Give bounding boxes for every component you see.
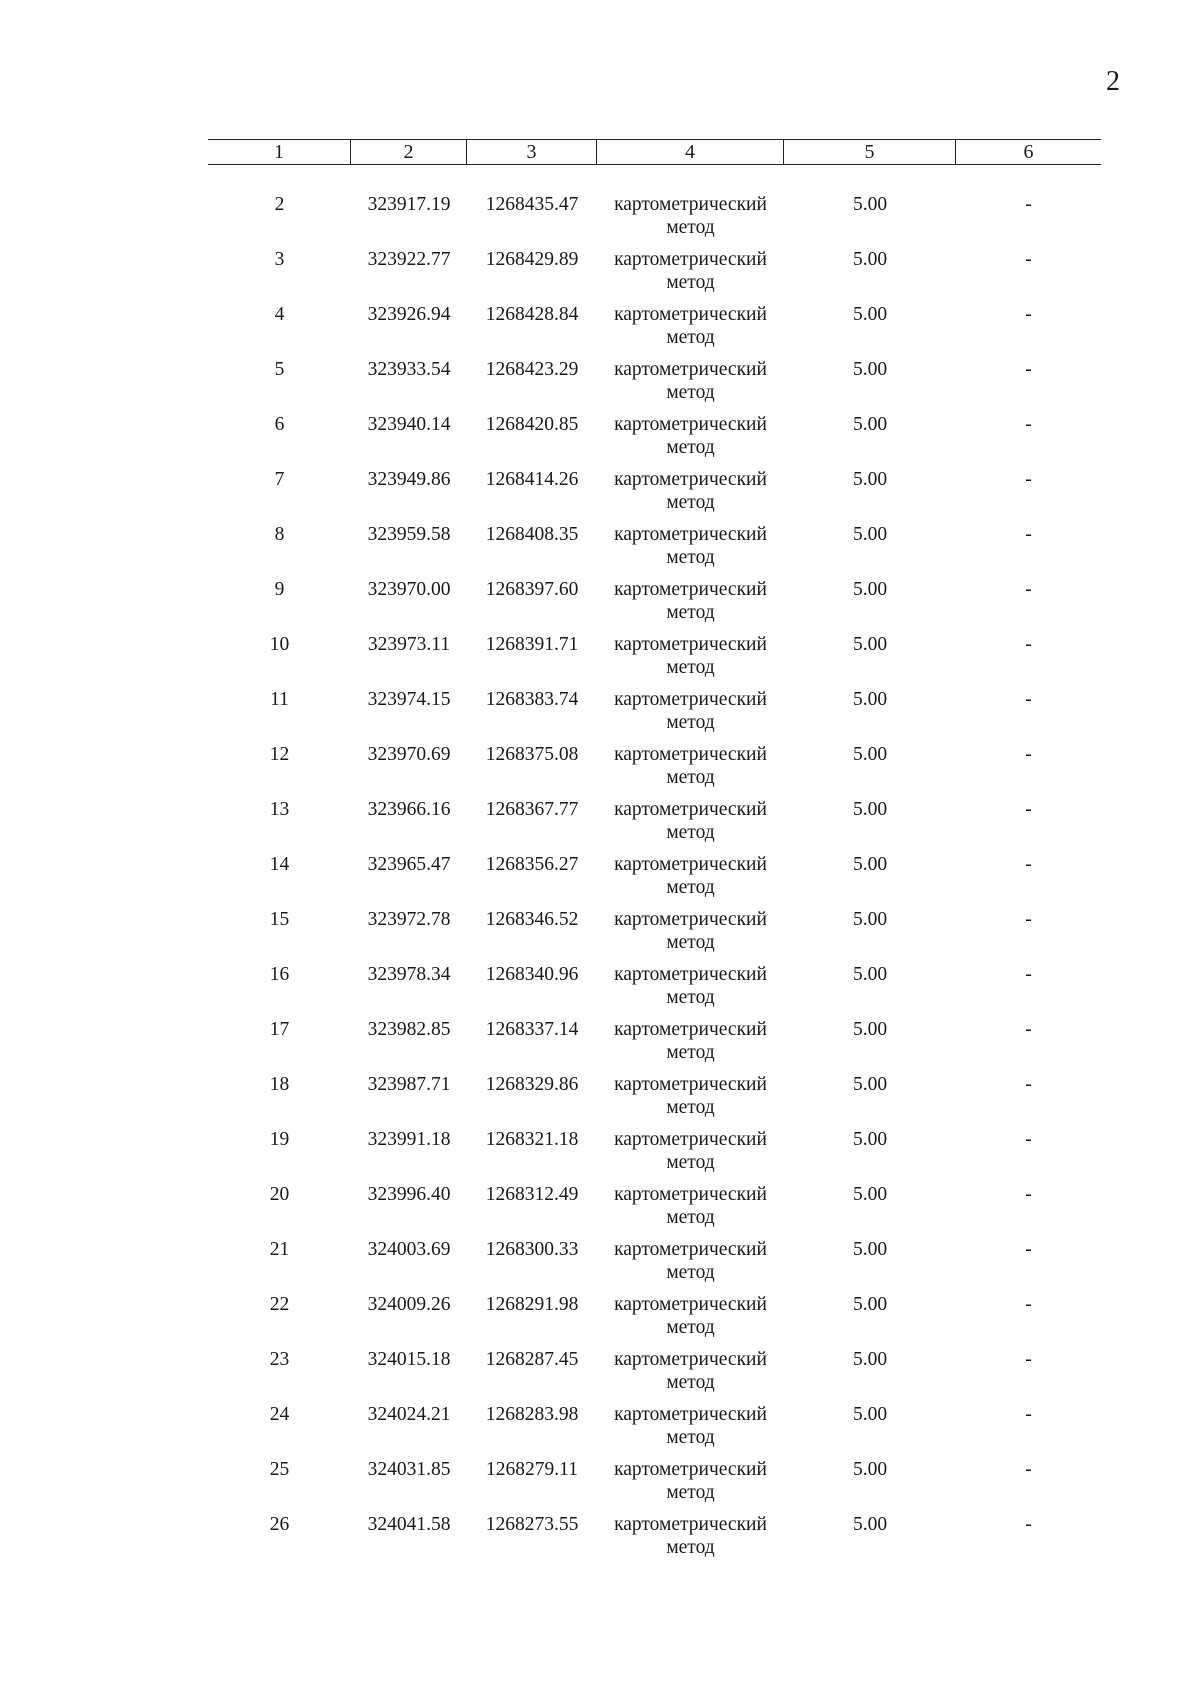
note-cell: - xyxy=(1025,634,1032,655)
table-row xyxy=(208,358,1101,413)
table-row xyxy=(208,963,1101,1018)
x-coordinate-cell: 323949.86 xyxy=(367,469,451,490)
note-cell: - xyxy=(1025,1074,1032,1095)
accuracy-cell: 5.00 xyxy=(852,964,888,985)
table-body xyxy=(208,193,1101,1568)
method-line-2: метод xyxy=(666,712,715,733)
accuracy-cell: 5.00 xyxy=(852,1404,888,1425)
method-line-1: картометрический xyxy=(614,1404,767,1425)
x-coordinate-cell: 323974.15 xyxy=(367,689,451,710)
method-line-2: метод xyxy=(666,657,715,678)
accuracy-cell: 5.00 xyxy=(852,854,888,875)
accuracy-cell: 5.00 xyxy=(852,689,888,710)
point-number-cell: 4 xyxy=(274,304,285,325)
method-cell xyxy=(597,358,784,413)
table-row xyxy=(208,1018,1101,1073)
method-line-2: метод xyxy=(666,1097,715,1118)
y-coordinate-cell: 1268321.18 xyxy=(485,1129,579,1150)
method-line-2: метод xyxy=(666,767,715,788)
point-number-cell: 19 xyxy=(269,1129,290,1150)
table-row xyxy=(208,413,1101,468)
table-row xyxy=(208,798,1101,853)
method-line-1: картометрический xyxy=(614,854,767,875)
x-coordinate-cell: 323922.77 xyxy=(367,249,451,270)
method-line-2: метод xyxy=(666,602,715,623)
point-number-cell: 15 xyxy=(269,909,290,930)
y-coordinate-cell: 1268428.84 xyxy=(485,304,579,325)
x-coordinate-cell: 323970.69 xyxy=(367,744,451,765)
method-cell xyxy=(597,193,784,248)
method-line-1: картометрический xyxy=(614,579,767,600)
accuracy-cell: 5.00 xyxy=(852,359,888,380)
method-line-1: картометрический xyxy=(614,744,767,765)
y-coordinate-cell: 1268423.29 xyxy=(485,359,579,380)
note-cell: - xyxy=(1025,744,1032,765)
method-line-1: картометрический xyxy=(614,1239,767,1260)
x-coordinate-cell: 323917.19 xyxy=(367,194,451,215)
y-coordinate-cell: 1268287.45 xyxy=(485,1349,579,1370)
method-cell xyxy=(597,908,784,963)
accuracy-cell: 5.00 xyxy=(852,304,888,325)
y-coordinate-cell: 1268375.08 xyxy=(485,744,579,765)
y-coordinate-cell: 1268420.85 xyxy=(485,414,579,435)
table-row xyxy=(208,688,1101,743)
x-coordinate-cell: 323970.00 xyxy=(367,579,451,600)
table-row xyxy=(208,908,1101,963)
point-number-cell: 24 xyxy=(269,1404,290,1425)
table-row xyxy=(208,1348,1101,1403)
table-row xyxy=(208,523,1101,578)
y-coordinate-cell: 1268429.89 xyxy=(485,249,579,270)
method-cell xyxy=(597,1183,784,1238)
accuracy-cell: 5.00 xyxy=(852,1514,888,1535)
point-number-cell: 22 xyxy=(269,1294,290,1315)
accuracy-cell: 5.00 xyxy=(852,249,888,270)
note-cell: - xyxy=(1025,854,1032,875)
method-line-2: метод xyxy=(666,327,715,348)
point-number-cell: 5 xyxy=(274,359,285,380)
accuracy-cell: 5.00 xyxy=(852,469,888,490)
method-cell xyxy=(597,1513,784,1568)
x-coordinate-cell: 324024.21 xyxy=(367,1404,451,1425)
table-row xyxy=(208,1458,1101,1513)
note-cell: - xyxy=(1025,689,1032,710)
method-cell xyxy=(597,743,784,798)
accuracy-cell: 5.00 xyxy=(852,1239,888,1260)
y-coordinate-cell: 1268414.26 xyxy=(485,469,579,490)
accuracy-cell: 5.00 xyxy=(852,1349,888,1370)
x-coordinate-cell: 324041.58 xyxy=(367,1514,451,1535)
y-coordinate-cell: 1268383.74 xyxy=(485,689,579,710)
y-coordinate-cell: 1268337.14 xyxy=(485,1019,579,1040)
header-cell-1: 1 xyxy=(208,140,351,164)
method-cell xyxy=(597,248,784,303)
accuracy-cell: 5.00 xyxy=(852,1074,888,1095)
method-line-2: метод xyxy=(666,437,715,458)
method-cell xyxy=(597,1018,784,1073)
accuracy-cell: 5.00 xyxy=(852,194,888,215)
y-coordinate-cell: 1268300.33 xyxy=(485,1239,579,1260)
method-line-2: метод xyxy=(666,1317,715,1338)
table-row xyxy=(208,1073,1101,1128)
accuracy-cell: 5.00 xyxy=(852,1129,888,1150)
method-line-1: картометрический xyxy=(614,249,767,270)
point-number-cell: 2 xyxy=(274,194,285,215)
note-cell: - xyxy=(1025,1459,1032,1480)
y-coordinate-cell: 1268340.96 xyxy=(485,964,579,985)
accuracy-cell: 5.00 xyxy=(852,524,888,545)
point-number-cell: 13 xyxy=(269,799,290,820)
note-cell: - xyxy=(1025,524,1032,545)
point-number-cell: 17 xyxy=(269,1019,290,1040)
method-cell xyxy=(597,688,784,743)
table-row xyxy=(208,1513,1101,1568)
method-cell xyxy=(597,1293,784,1348)
note-cell: - xyxy=(1025,1404,1032,1425)
method-cell xyxy=(597,578,784,633)
table-row xyxy=(208,1238,1101,1293)
header-cell-5: 5 xyxy=(784,140,956,164)
method-line-1: картометрический xyxy=(614,1129,767,1150)
y-coordinate-cell: 1268283.98 xyxy=(485,1404,579,1425)
point-number-cell: 23 xyxy=(269,1349,290,1370)
point-number-cell: 10 xyxy=(269,634,290,655)
point-number-cell: 6 xyxy=(274,414,285,435)
point-number-cell: 20 xyxy=(269,1184,290,1205)
method-line-1: картометрический xyxy=(614,909,767,930)
method-cell xyxy=(597,853,784,908)
y-coordinate-cell: 1268291.98 xyxy=(485,1294,579,1315)
x-coordinate-cell: 323996.40 xyxy=(367,1184,451,1205)
method-cell xyxy=(597,523,784,578)
note-cell: - xyxy=(1025,1184,1032,1205)
method-line-2: метод xyxy=(666,382,715,403)
note-cell: - xyxy=(1025,1294,1032,1315)
note-cell: - xyxy=(1025,909,1032,930)
note-cell: - xyxy=(1025,359,1032,380)
method-line-2: метод xyxy=(666,272,715,293)
table-row xyxy=(208,743,1101,798)
point-number-cell: 25 xyxy=(269,1459,290,1480)
method-line-2: метод xyxy=(666,1482,715,1503)
table-row xyxy=(208,1403,1101,1458)
y-coordinate-cell: 1268312.49 xyxy=(485,1184,579,1205)
accuracy-cell: 5.00 xyxy=(852,1019,888,1040)
table-row xyxy=(208,468,1101,523)
method-line-1: картометрический xyxy=(614,964,767,985)
accuracy-cell: 5.00 xyxy=(852,414,888,435)
accuracy-cell: 5.00 xyxy=(852,799,888,820)
y-coordinate-cell: 1268279.11 xyxy=(486,1459,578,1480)
point-number-cell: 21 xyxy=(269,1239,290,1260)
note-cell: - xyxy=(1025,1349,1032,1370)
table-row xyxy=(208,1293,1101,1348)
table-row xyxy=(208,193,1101,248)
point-number-cell: 18 xyxy=(269,1074,290,1095)
method-line-1: картометрический xyxy=(614,1459,767,1480)
table-row xyxy=(208,578,1101,633)
table-row xyxy=(208,303,1101,358)
method-line-1: картометрический xyxy=(614,359,767,380)
note-cell: - xyxy=(1025,799,1032,820)
y-coordinate-cell: 1268397.60 xyxy=(485,579,579,600)
accuracy-cell: 5.00 xyxy=(852,1459,888,1480)
x-coordinate-cell: 323933.54 xyxy=(367,359,451,380)
method-line-2: метод xyxy=(666,217,715,238)
table-header xyxy=(208,139,1101,165)
method-line-1: картометрический xyxy=(614,1184,767,1205)
point-number-cell: 3 xyxy=(274,249,285,270)
method-cell xyxy=(597,303,784,358)
method-line-1: картометрический xyxy=(614,1074,767,1095)
method-line-1: картометрический xyxy=(614,524,767,545)
x-coordinate-cell: 323965.47 xyxy=(367,854,451,875)
x-coordinate-cell: 323972.78 xyxy=(367,909,451,930)
method-cell xyxy=(597,1128,784,1183)
method-cell xyxy=(597,1458,784,1513)
y-coordinate-cell: 1268391.71 xyxy=(485,634,579,655)
y-coordinate-cell: 1268435.47 xyxy=(485,194,579,215)
x-coordinate-cell: 323987.71 xyxy=(367,1074,451,1095)
header-cell-2: 2 xyxy=(351,140,467,164)
method-line-1: картометрический xyxy=(614,634,767,655)
x-coordinate-cell: 323982.85 xyxy=(367,1019,451,1040)
y-coordinate-cell: 1268329.86 xyxy=(485,1074,579,1095)
x-coordinate-cell: 323973.11 xyxy=(367,634,451,655)
method-line-2: метод xyxy=(666,1152,715,1173)
point-number-cell: 16 xyxy=(269,964,290,985)
method-line-1: картометрический xyxy=(614,414,767,435)
table-row xyxy=(208,1128,1101,1183)
method-line-2: метод xyxy=(666,492,715,513)
method-line-1: картометрический xyxy=(614,469,767,490)
point-number-cell: 26 xyxy=(269,1514,290,1535)
method-cell xyxy=(597,798,784,853)
method-line-1: картометрический xyxy=(614,1294,767,1315)
table-row xyxy=(208,853,1101,908)
method-line-2: метод xyxy=(666,1207,715,1228)
method-line-2: метод xyxy=(666,1042,715,1063)
y-coordinate-cell: 1268367.77 xyxy=(485,799,579,820)
method-line-2: метод xyxy=(666,1262,715,1283)
note-cell: - xyxy=(1025,194,1032,215)
x-coordinate-cell: 323940.14 xyxy=(367,414,451,435)
accuracy-cell: 5.00 xyxy=(852,744,888,765)
point-number-cell: 14 xyxy=(269,854,290,875)
method-cell xyxy=(597,413,784,468)
method-cell xyxy=(597,1238,784,1293)
note-cell: - xyxy=(1025,1514,1032,1535)
x-coordinate-cell: 323991.18 xyxy=(367,1129,451,1150)
y-coordinate-cell: 1268273.55 xyxy=(485,1514,579,1535)
method-line-2: метод xyxy=(666,877,715,898)
y-coordinate-cell: 1268356.27 xyxy=(485,854,579,875)
method-cell xyxy=(597,963,784,1018)
y-coordinate-cell: 1268346.52 xyxy=(485,909,579,930)
x-coordinate-cell: 324015.18 xyxy=(367,1349,451,1370)
method-cell xyxy=(597,1403,784,1458)
x-coordinate-cell: 323966.16 xyxy=(367,799,451,820)
accuracy-cell: 5.00 xyxy=(852,1294,888,1315)
note-cell: - xyxy=(1025,964,1032,985)
method-line-2: метод xyxy=(666,1537,715,1558)
point-number-cell: 11 xyxy=(270,689,289,710)
method-line-2: метод xyxy=(666,1372,715,1393)
accuracy-cell: 5.00 xyxy=(852,579,888,600)
note-cell: - xyxy=(1025,1239,1032,1260)
accuracy-cell: 5.00 xyxy=(852,1184,888,1205)
header-cell-4: 4 xyxy=(597,140,784,164)
method-cell xyxy=(597,1348,784,1403)
note-cell: - xyxy=(1025,579,1032,600)
header-cell-6: 6 xyxy=(1023,141,1034,163)
method-line-1: картометрический xyxy=(614,194,767,215)
method-line-2: метод xyxy=(666,932,715,953)
note-cell: - xyxy=(1025,1129,1032,1150)
header-cell-3: 3 xyxy=(467,140,597,164)
x-coordinate-cell: 323978.34 xyxy=(367,964,451,985)
method-cell xyxy=(597,468,784,523)
note-cell: - xyxy=(1025,304,1032,325)
y-coordinate-cell: 1268408.35 xyxy=(485,524,579,545)
method-line-1: картометрический xyxy=(614,304,767,325)
table-row xyxy=(208,633,1101,688)
note-cell: - xyxy=(1025,414,1032,435)
x-coordinate-cell: 324009.26 xyxy=(367,1294,451,1315)
method-line-1: картометрический xyxy=(614,1514,767,1535)
note-cell: - xyxy=(1025,249,1032,270)
accuracy-cell: 5.00 xyxy=(852,634,888,655)
page-number: 2 xyxy=(1106,66,1120,97)
x-coordinate-cell: 323926.94 xyxy=(367,304,451,325)
table-row xyxy=(208,1183,1101,1238)
method-line-1: картометрический xyxy=(614,799,767,820)
method-line-2: метод xyxy=(666,822,715,843)
x-coordinate-cell: 323959.58 xyxy=(367,524,451,545)
method-cell xyxy=(597,633,784,688)
method-line-1: картометрический xyxy=(614,1019,767,1040)
accuracy-cell: 5.00 xyxy=(852,909,888,930)
point-number-cell: 7 xyxy=(274,469,285,490)
x-coordinate-cell: 324003.69 xyxy=(367,1239,451,1260)
method-line-2: метод xyxy=(666,1427,715,1448)
method-line-2: метод xyxy=(666,547,715,568)
note-cell: - xyxy=(1025,469,1032,490)
method-line-1: картометрический xyxy=(614,1349,767,1370)
point-number-cell: 12 xyxy=(269,744,290,765)
point-number-cell: 9 xyxy=(274,579,285,600)
method-line-2: метод xyxy=(666,987,715,1008)
note-cell: - xyxy=(1025,1019,1032,1040)
method-cell xyxy=(597,1073,784,1128)
method-line-1: картометрический xyxy=(614,689,767,710)
table-row xyxy=(208,248,1101,303)
point-number-cell: 8 xyxy=(274,524,285,545)
coordinates-table xyxy=(208,139,1101,1568)
x-coordinate-cell: 324031.85 xyxy=(367,1459,451,1480)
